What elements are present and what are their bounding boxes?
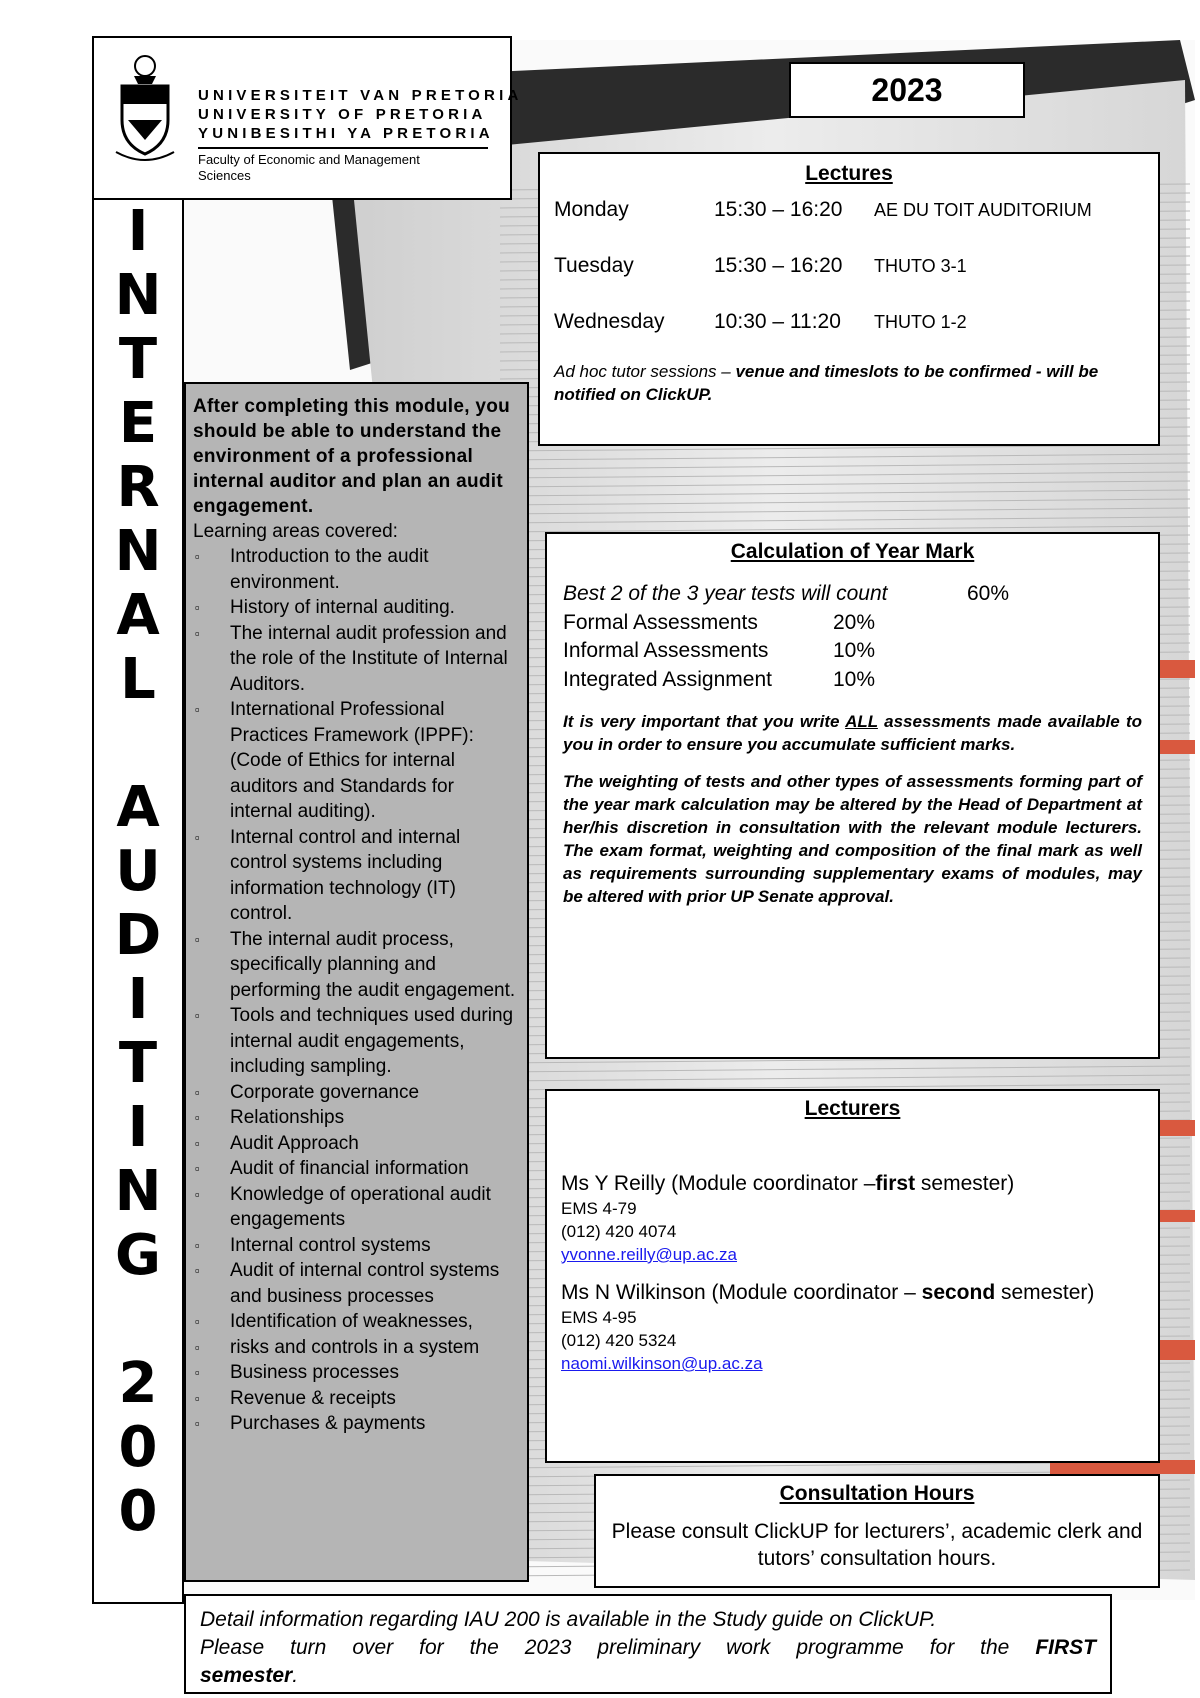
lecturers-heading: Lecturers [804,1097,901,1120]
lecture-venue: AE DU TOIT AUDITORIUM [874,200,1092,220]
title-letter: T [118,1031,158,1096]
learning-area-text: Purchases & payments [230,1413,426,1434]
university-name-sepedi: YUNIBESITHI YA PRETORIA [198,125,494,142]
year-mark-percent: 10% [833,639,876,662]
bullet-icon: ▫ [195,1365,200,1380]
lecturer-name-text: Ms N Wilkinson [561,1281,706,1304]
bullet-icon: ▫ [195,1135,200,1151]
lecture-venue: THUTO 1-2 [874,312,967,332]
bullet-icon: ▫ [195,829,200,845]
year-mark-panel [545,532,1160,1059]
title-letter: A [116,775,160,840]
learning-area-text: Identification of weaknesses, [230,1311,473,1332]
year-mark-percent: 20% [833,610,876,634]
bullet-icon: ▫ [195,702,200,717]
assessment-note-text-end: assessments made available to you in order to ensure you accumulate sufficient marks. [563,712,1142,754]
lecture-venue: THUTO 3-1 [874,256,967,276]
year-mark-row [563,611,1142,640]
learning-areas-list [193,544,521,1437]
lecturer-role-end: semester) [915,1172,1015,1195]
bullet-icon: ▫ [195,1314,200,1329]
lecturers-panel [545,1089,1160,1463]
bullet-icon: ▫ [195,549,200,564]
weighting-note: The weighting of tests and other types of assessments forming part of the year mark calculation may be altered by the Head of Department at her/his discretion in consultation with the relevant module lecturers. The exam format, weighting and composition of the final mark as well as requirements surrounding supplementary exams of modules, may be altered with prior UP Senate approval. [563,772,1142,906]
lecturer-name [561,1280,1144,1306]
tutor-sessions-detail: venue and timeslots to be confirmed - will be notified on ClickUP. [554,362,1099,404]
university-name-english: UNIVERSITY OF PRETORIA [198,106,487,123]
title-letter: R [116,455,160,520]
learning-area-item [193,1335,521,1361]
learning-area-item [193,1131,521,1157]
title-letter: I [127,199,149,264]
assessment-note-text: It is very important that you write [563,712,846,731]
lecture-day: Wednesday [554,310,665,333]
learning-area-text: Revenue & receipts [230,1387,396,1409]
university-crest-icon [114,48,176,168]
lecturer-role-end: semester) [995,1281,1095,1304]
faculty-name: Faculty of Economic and Management Sciences [198,152,420,183]
footer-line-2-first: FIRST [1035,1636,1096,1659]
learning-area-item [193,697,521,825]
tutor-sessions-label: Ad hoc tutor sessions – [554,362,736,381]
learning-area-item [193,544,521,595]
learning-area-text: Audit Approach [230,1132,359,1154]
learning-area-text: Audit of internal control systems and business processes [230,1260,500,1307]
learning-area-item [193,1309,521,1335]
lecturer-role-semester: second [921,1281,996,1304]
year-mark-label: Formal Assessments [563,610,758,634]
learning-area-text: Corporate governance [230,1081,420,1103]
learning-area-item [193,1233,521,1259]
title-letter: I [127,1095,149,1160]
learning-area-text: The internal audit process, specifically planning and performing the audit engagement. [230,928,516,1001]
lecturer-role-text: (Module coordinator – [705,1281,922,1304]
lecture-row [554,186,1144,242]
lecturer-office: EMS 4-95 [561,1308,637,1327]
lecturer-phone: (012) 420 5324 [561,1331,677,1350]
lecturer-name-text: Ms Y Reilly [561,1172,666,1195]
assessment-note [563,710,1142,756]
year-mark-percent: 10% [833,667,876,691]
bullet-icon: ▫ [195,1084,200,1100]
learning-area-item [193,825,521,927]
year-mark-row [563,639,1142,668]
title-letter: I [127,967,149,1032]
bullet-icon: ▫ [195,1161,200,1176]
learning-area-text: Relationships [230,1107,345,1128]
lecturer-office: EMS 4-79 [561,1199,637,1218]
lecture-day: Tuesday [554,254,634,277]
year-mark-label: Integrated Assignment [563,667,772,691]
lecturer-phone: (012) 420 4074 [561,1222,677,1241]
learning-area-item [193,595,521,621]
consultation-heading: Consultation Hours [779,1482,975,1505]
title-letter: 0 [118,1479,158,1544]
year-mark-percent: 60% [967,582,1010,605]
bullet-icon: ▫ [195,600,200,615]
footer-line-3-semester: semester [200,1664,293,1687]
title-letter: N [114,519,162,584]
university-names [198,86,522,143]
title-letter: 2 [118,1351,158,1416]
learning-area-item [193,1105,521,1131]
title-letter: U [115,839,161,904]
learning-area-text: Tools and techniques used during internal audit engagements, including sampling. [230,1005,514,1077]
lecturer-role-text: (Module coordinator – [665,1172,876,1195]
learning-area-text: risks and controls in a system [230,1336,480,1358]
divider [198,147,488,149]
year-mark-table [563,582,1142,696]
footer-note [184,1594,1112,1694]
learning-areas-label: Learning areas covered: [193,521,398,542]
bullet-icon: ▫ [195,1390,200,1406]
year-mark-heading: Calculation of Year Mark [730,540,975,563]
footer-line-3 [200,1662,1096,1690]
title-letter: D [114,903,162,968]
bullet-icon: ▫ [195,1186,200,1202]
lecture-schedule [554,186,1144,354]
learning-outcomes-panel [184,382,529,1582]
learning-area-item [193,1411,521,1437]
lecturer-card [561,1171,1144,1266]
lecture-time: 15:30 – 16:20 [714,198,843,221]
lectures-heading: Lectures [805,162,893,185]
title-letter: E [118,391,158,456]
bullet-icon: ▫ [195,1008,200,1023]
bullet-icon: ▫ [195,1339,200,1355]
learning-area-item [193,621,521,698]
lecture-row [554,298,1144,354]
lecture-day: Monday [554,198,629,221]
bullet-icon: ▫ [195,1263,200,1278]
year-mark-label: Best 2 of the 3 year tests will count [563,582,888,605]
learning-area-text: Internal control systems [230,1234,431,1256]
title-gap [94,1288,182,1352]
footer-line-1: Detail information regarding IAU 200 is available in the Study guide on ClickUP. [200,1608,937,1631]
learning-area-item [193,1003,521,1080]
year-mark-row [563,582,1142,611]
university-logo-block [92,36,523,200]
bullet-icon: ▫ [195,1110,200,1125]
learning-area-item [193,1156,521,1182]
year-mark-row [563,668,1142,697]
title-letter: T [118,327,158,392]
module-outcome: After completing this module, you should be able to understand the environment of a professional internal auditor and plan an audit engagement. [193,396,511,517]
title-gap [94,712,182,776]
learning-area-item [193,1080,521,1106]
lecture-time: 15:30 – 16:20 [714,254,843,277]
footer-line-2-text: Please turn over for the 2023 preliminary work programme for the [200,1636,1036,1659]
title-letter: N [114,1159,162,1224]
learning-area-item [193,1386,521,1412]
bullet-icon: ▫ [195,1416,200,1431]
title-letter: 0 [118,1415,158,1480]
learning-area-item [193,1182,521,1233]
learning-area-item [193,1360,521,1386]
learning-area-item [193,927,521,1004]
assessment-note-all: ALL [845,712,878,731]
title-letter: N [114,263,162,328]
university-name-afrikaans: UNIVERSITEIT VAN PRETORIA [198,87,523,104]
bullet-icon: ▫ [195,931,200,947]
module-title [94,200,182,1544]
lecturer-card [561,1280,1144,1375]
footer-line-3-end: . [292,1664,299,1687]
bullet-icon: ▫ [195,625,200,641]
lecturer-email-link[interactable]: naomi.wilkinson@up.ac.za [561,1354,763,1373]
learning-area-text: Introduction to the audit environment. [230,546,429,593]
learning-area-text: Audit of financial information [230,1158,469,1179]
tutor-sessions-note [554,360,1144,406]
module-title-vertical [92,198,184,1604]
consultation-panel [594,1474,1160,1588]
title-letter: G [115,1223,161,1288]
bullet-icon: ▫ [195,1237,200,1253]
learning-area-text: Internal control and internal control systems including information technology (IT) control. [230,826,461,924]
lecturer-name [561,1171,1144,1197]
consultation-text: Please consult ClickUP for lecturers’, academic clerk and tutors’ consultation hours. [611,1520,1143,1570]
title-letter: L [120,647,156,712]
title-letter: A [116,583,160,648]
learning-area-text: The internal audit profession and the role of the Institute of Internal Auditors. [230,622,508,695]
lecture-time: 10:30 – 11:20 [714,310,841,333]
learning-area-text: Knowledge of operational audit engagements [230,1183,491,1230]
learning-area-text: History of internal auditing. [230,597,455,618]
learning-area-item [193,1258,521,1309]
lecture-row [554,242,1144,298]
footer-line-2 [200,1634,1096,1662]
year-badge: 2023 [789,62,1025,118]
learning-area-text: International Professional Practices Framework (IPPF): (Code of Ethics for internal auditors and Standards for internal auditing). [230,699,474,822]
lectures-panel [538,152,1160,446]
lecturer-email-link[interactable]: yvonne.reilly@up.ac.za [561,1245,738,1264]
lecturer-role-semester: first [875,1172,916,1195]
year-mark-label: Informal Assessments [563,639,769,662]
learning-area-text: Business processes [230,1362,399,1383]
